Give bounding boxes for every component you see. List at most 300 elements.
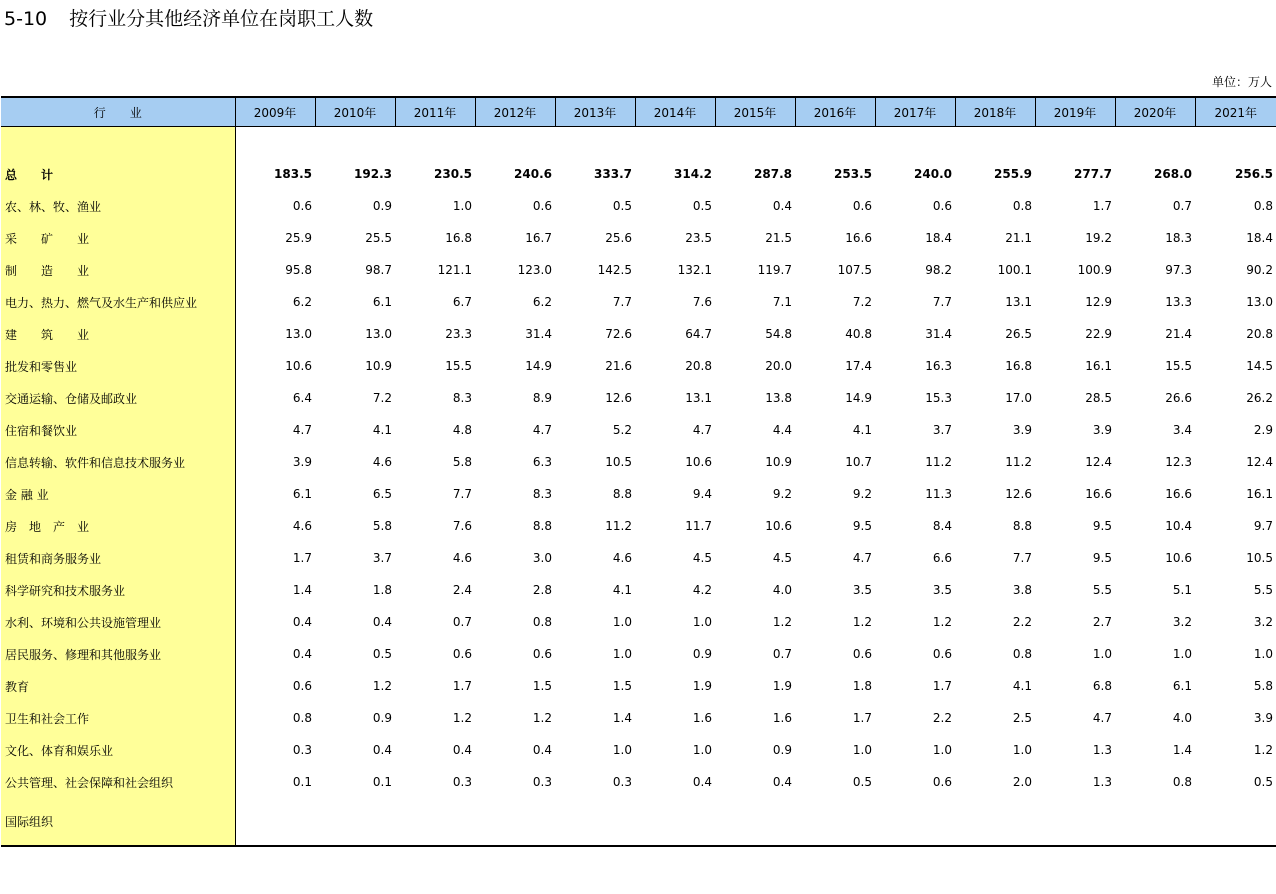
row-industry-name: 总 计 bbox=[1, 158, 235, 190]
row-value-cell: 107.5 bbox=[837, 263, 872, 277]
row-value-cell: 4.1 bbox=[612, 583, 632, 597]
row-value-cell: 1.3 bbox=[1092, 743, 1112, 757]
table-row bbox=[1, 798, 1276, 846]
row-value-cell: 0.5 bbox=[852, 775, 872, 789]
row-value-cell: 6.7 bbox=[452, 295, 472, 309]
row-value-cell: 3.7 bbox=[932, 423, 952, 437]
row-value-cell: 256.5 bbox=[1235, 167, 1273, 181]
row-value-cell: 100.9 bbox=[1077, 263, 1112, 277]
table-title: 按行业分其他经济单位在岗职工人数 bbox=[69, 8, 374, 30]
row-value-cell: 2.5 bbox=[1012, 711, 1032, 725]
row-value-cell: 5.5 bbox=[1092, 583, 1112, 597]
table-row bbox=[1, 670, 1276, 702]
row-industry-name: 水利、环境和公共设施管理业 bbox=[1, 606, 235, 638]
row-value-cell: 8.8 bbox=[1012, 519, 1032, 533]
row-value-cell: 6.4 bbox=[292, 391, 312, 405]
row-value-cell: 0.6 bbox=[292, 679, 312, 693]
row-industry-name: 文化、体育和娱乐业 bbox=[1, 734, 235, 766]
spacer-cell bbox=[795, 127, 875, 159]
row-value-cell: 31.4 bbox=[925, 327, 952, 341]
row-value-cell: 4.0 bbox=[772, 583, 792, 597]
row-value-cell: 0.9 bbox=[692, 647, 712, 661]
header-industry: 行 业 bbox=[1, 97, 235, 127]
row-value-cell: 1.0 bbox=[452, 199, 472, 213]
row-value-cell: 4.1 bbox=[852, 423, 872, 437]
row-value-cell: 10.7 bbox=[845, 455, 872, 469]
row-value-cell: 16.6 bbox=[1165, 487, 1192, 501]
table-row bbox=[1, 286, 1276, 318]
table-row bbox=[1, 766, 1276, 798]
row-value-cell bbox=[475, 798, 555, 846]
row-value-cell: 1.2 bbox=[1253, 743, 1273, 757]
row-value-cell: 4.2 bbox=[692, 583, 712, 597]
row-value-cell: 0.4 bbox=[372, 743, 392, 757]
header-year: 2018年 bbox=[955, 97, 1035, 127]
row-value-cell: 3.5 bbox=[852, 583, 872, 597]
spacer-cell bbox=[1035, 127, 1115, 159]
row-value-cell: 15.5 bbox=[445, 359, 472, 373]
row-value-cell: 13.0 bbox=[1246, 295, 1273, 309]
table-row bbox=[1, 158, 1276, 190]
row-value-cell: 8.9 bbox=[532, 391, 552, 405]
row-value-cell: 21.6 bbox=[605, 359, 632, 373]
row-value-cell: 12.9 bbox=[1085, 295, 1112, 309]
row-value-cell: 4.7 bbox=[1092, 711, 1112, 725]
row-industry-name: 农、林、牧、渔业 bbox=[1, 190, 235, 222]
row-value-cell: 8.3 bbox=[532, 487, 552, 501]
spacer-cell bbox=[875, 127, 955, 159]
row-value-cell: 4.6 bbox=[452, 551, 472, 565]
table-row bbox=[1, 702, 1276, 734]
row-value-cell: 3.2 bbox=[1253, 615, 1273, 629]
row-value-cell: 31.4 bbox=[525, 327, 552, 341]
row-value-cell: 1.6 bbox=[692, 711, 712, 725]
row-value-cell: 16.3 bbox=[925, 359, 952, 373]
row-industry-name: 卫生和社会工作 bbox=[1, 702, 235, 734]
spacer-cell bbox=[235, 127, 315, 159]
row-value-cell: 3.8 bbox=[1012, 583, 1032, 597]
row-value-cell: 0.3 bbox=[292, 743, 312, 757]
row-value-cell: 4.0 bbox=[1172, 711, 1192, 725]
row-value-cell: 4.6 bbox=[372, 455, 392, 469]
row-value-cell: 0.3 bbox=[532, 775, 552, 789]
row-value-cell: 10.4 bbox=[1165, 519, 1192, 533]
row-value-cell: 0.6 bbox=[932, 647, 952, 661]
row-value-cell: 17.0 bbox=[1005, 391, 1032, 405]
table-row bbox=[1, 638, 1276, 670]
row-value-cell: 0.8 bbox=[532, 615, 552, 629]
row-value-cell: 7.2 bbox=[372, 391, 392, 405]
row-value-cell: 100.1 bbox=[997, 263, 1032, 277]
row-value-cell: 13.0 bbox=[365, 327, 392, 341]
header-year: 2014年 bbox=[635, 97, 715, 127]
row-value-cell: 98.7 bbox=[365, 263, 392, 277]
row-value-cell: 268.0 bbox=[1154, 167, 1192, 181]
row-value-cell: 0.3 bbox=[452, 775, 472, 789]
row-value-cell: 11.2 bbox=[605, 519, 632, 533]
row-value-cell bbox=[1035, 798, 1115, 846]
row-value-cell: 2.2 bbox=[1012, 615, 1032, 629]
row-value-cell: 0.6 bbox=[932, 775, 952, 789]
row-value-cell: 1.9 bbox=[692, 679, 712, 693]
row-industry-name: 房 地 产 业 bbox=[1, 510, 235, 542]
row-value-cell: 3.0 bbox=[532, 551, 552, 565]
row-value-cell: 0.7 bbox=[452, 615, 472, 629]
row-value-cell: 10.6 bbox=[1165, 551, 1192, 565]
row-value-cell: 0.8 bbox=[1253, 199, 1273, 213]
row-value-cell: 5.8 bbox=[372, 519, 392, 533]
row-value-cell bbox=[795, 798, 875, 846]
table-row bbox=[1, 222, 1276, 254]
row-value-cell: 4.6 bbox=[292, 519, 312, 533]
row-value-cell: 1.4 bbox=[612, 711, 632, 725]
row-value-cell: 11.2 bbox=[1005, 455, 1032, 469]
row-value-cell: 1.7 bbox=[292, 551, 312, 565]
row-value-cell: 28.5 bbox=[1085, 391, 1112, 405]
spacer-cell bbox=[315, 127, 395, 159]
row-value-cell: 277.7 bbox=[1074, 167, 1112, 181]
row-value-cell: 10.5 bbox=[1246, 551, 1273, 565]
row-value-cell: 97.3 bbox=[1165, 263, 1192, 277]
row-value-cell: 5.8 bbox=[1253, 679, 1273, 693]
row-value-cell: 10.9 bbox=[765, 455, 792, 469]
row-value-cell: 0.9 bbox=[372, 199, 392, 213]
row-value-cell: 0.8 bbox=[1012, 199, 1032, 213]
row-value-cell: 5.2 bbox=[612, 423, 632, 437]
spacer-cell bbox=[635, 127, 715, 159]
row-value-cell: 1.4 bbox=[292, 583, 312, 597]
row-value-cell: 2.2 bbox=[932, 711, 952, 725]
row-value-cell: 12.4 bbox=[1085, 455, 1112, 469]
row-industry-name: 公共管理、社会保障和社会组织 bbox=[1, 766, 235, 798]
row-value-cell: 0.6 bbox=[932, 199, 952, 213]
header-year: 2020年 bbox=[1115, 97, 1195, 127]
table-row bbox=[1, 510, 1276, 542]
row-value-cell: 9.5 bbox=[852, 519, 872, 533]
row-value-cell: 0.1 bbox=[292, 775, 312, 789]
row-value-cell: 64.7 bbox=[685, 327, 712, 341]
row-industry-name: 国际组织 bbox=[1, 798, 235, 846]
row-value-cell: 6.8 bbox=[1092, 679, 1112, 693]
row-value-cell: 16.6 bbox=[845, 231, 872, 245]
row-value-cell: 5.5 bbox=[1253, 583, 1273, 597]
table-row bbox=[1, 382, 1276, 414]
row-value-cell: 90.2 bbox=[1246, 263, 1273, 277]
row-value-cell: 1.7 bbox=[932, 679, 952, 693]
row-value-cell bbox=[315, 798, 395, 846]
row-value-cell: 11.2 bbox=[925, 455, 952, 469]
table-row bbox=[1, 574, 1276, 606]
row-value-cell: 21.5 bbox=[765, 231, 792, 245]
row-value-cell bbox=[1195, 798, 1276, 846]
spacer-cell bbox=[555, 127, 635, 159]
row-value-cell bbox=[1115, 798, 1195, 846]
row-value-cell: 1.0 bbox=[1253, 647, 1273, 661]
row-value-cell: 12.4 bbox=[1246, 455, 1273, 469]
header-year: 2019年 bbox=[1035, 97, 1115, 127]
row-value-cell: 0.6 bbox=[292, 199, 312, 213]
table-row bbox=[1, 542, 1276, 574]
row-value-cell: 1.0 bbox=[1092, 647, 1112, 661]
row-value-cell: 253.5 bbox=[834, 167, 872, 181]
row-value-cell: 9.5 bbox=[1092, 519, 1112, 533]
row-value-cell: 18.4 bbox=[1246, 231, 1273, 245]
row-value-cell: 240.0 bbox=[914, 167, 952, 181]
row-value-cell: 9.7 bbox=[1253, 519, 1273, 533]
row-value-cell: 16.6 bbox=[1085, 487, 1112, 501]
row-value-cell: 9.2 bbox=[852, 487, 872, 501]
table-row bbox=[1, 478, 1276, 510]
row-value-cell: 314.2 bbox=[674, 167, 712, 181]
row-industry-name: 租赁和商务服务业 bbox=[1, 542, 235, 574]
row-value-cell: 25.9 bbox=[285, 231, 312, 245]
row-value-cell: 0.6 bbox=[852, 199, 872, 213]
unit-label: 单位：万人 bbox=[1211, 75, 1272, 89]
row-value-cell: 0.6 bbox=[852, 647, 872, 661]
row-value-cell: 25.5 bbox=[365, 231, 392, 245]
row-value-cell: 20.0 bbox=[765, 359, 792, 373]
row-industry-name: 电力、热力、燃气及水生产和供应业 bbox=[1, 286, 235, 318]
row-industry-name: 金 融 业 bbox=[1, 478, 235, 510]
row-value-cell: 13.3 bbox=[1165, 295, 1192, 309]
row-industry-name: 科学研究和技术服务业 bbox=[1, 574, 235, 606]
row-value-cell: 1.2 bbox=[852, 615, 872, 629]
row-value-cell: 7.6 bbox=[692, 295, 712, 309]
row-value-cell: 1.0 bbox=[692, 743, 712, 757]
row-value-cell: 16.7 bbox=[525, 231, 552, 245]
header-year: 2010年 bbox=[315, 97, 395, 127]
spacer-cell bbox=[1115, 127, 1195, 159]
row-value-cell: 1.8 bbox=[372, 583, 392, 597]
row-value-cell: 1.7 bbox=[852, 711, 872, 725]
row-industry-name: 居民服务、修理和其他服务业 bbox=[1, 638, 235, 670]
row-value-cell: 20.8 bbox=[685, 359, 712, 373]
row-value-cell: 12.6 bbox=[605, 391, 632, 405]
row-value-cell: 10.6 bbox=[685, 455, 712, 469]
row-value-cell: 95.8 bbox=[285, 263, 312, 277]
spacer-cell bbox=[475, 127, 555, 159]
row-value-cell: 3.9 bbox=[1012, 423, 1032, 437]
row-value-cell: 0.4 bbox=[692, 775, 712, 789]
row-value-cell: 16.1 bbox=[1246, 487, 1273, 501]
row-value-cell: 0.5 bbox=[372, 647, 392, 661]
table-row bbox=[1, 446, 1276, 478]
header-year: 2016年 bbox=[795, 97, 875, 127]
row-value-cell: 1.0 bbox=[1012, 743, 1032, 757]
row-value-cell: 3.9 bbox=[292, 455, 312, 469]
row-value-cell: 1.5 bbox=[612, 679, 632, 693]
row-value-cell: 0.6 bbox=[452, 647, 472, 661]
row-industry-name: 交通运输、仓储及邮政业 bbox=[1, 382, 235, 414]
row-value-cell: 230.5 bbox=[434, 167, 472, 181]
row-value-cell: 4.5 bbox=[692, 551, 712, 565]
header-year: 2011年 bbox=[395, 97, 475, 127]
row-value-cell: 6.3 bbox=[532, 455, 552, 469]
row-value-cell: 0.9 bbox=[772, 743, 792, 757]
row-value-cell: 19.2 bbox=[1085, 231, 1112, 245]
row-value-cell: 0.9 bbox=[372, 711, 392, 725]
row-value-cell: 13.1 bbox=[685, 391, 712, 405]
spacer-cell bbox=[1, 127, 235, 159]
spacer-row bbox=[1, 127, 1276, 159]
table-row bbox=[1, 318, 1276, 350]
row-value-cell: 0.6 bbox=[532, 199, 552, 213]
row-value-cell: 22.9 bbox=[1085, 327, 1112, 341]
row-value-cell: 0.4 bbox=[372, 615, 392, 629]
row-value-cell: 4.8 bbox=[452, 423, 472, 437]
row-value-cell: 1.2 bbox=[372, 679, 392, 693]
row-value-cell: 240.6 bbox=[514, 167, 552, 181]
row-value-cell: 0.4 bbox=[772, 775, 792, 789]
row-value-cell: 119.7 bbox=[757, 263, 792, 277]
header-year: 2009年 bbox=[235, 97, 315, 127]
row-value-cell: 123.0 bbox=[517, 263, 552, 277]
row-value-cell: 15.3 bbox=[925, 391, 952, 405]
row-value-cell: 0.7 bbox=[772, 647, 792, 661]
row-value-cell: 132.1 bbox=[677, 263, 712, 277]
row-value-cell: 183.5 bbox=[274, 167, 312, 181]
row-value-cell: 1.5 bbox=[532, 679, 552, 693]
row-value-cell: 1.2 bbox=[932, 615, 952, 629]
row-value-cell: 2.9 bbox=[1253, 423, 1273, 437]
row-value-cell: 40.8 bbox=[845, 327, 872, 341]
header-year: 2017年 bbox=[875, 97, 955, 127]
row-value-cell: 0.4 bbox=[292, 647, 312, 661]
row-value-cell: 8.8 bbox=[612, 487, 632, 501]
row-value-cell: 0.4 bbox=[292, 615, 312, 629]
row-value-cell: 5.1 bbox=[1172, 583, 1192, 597]
spacer-cell bbox=[955, 127, 1035, 159]
row-value-cell: 11.3 bbox=[925, 487, 952, 501]
row-value-cell: 11.7 bbox=[685, 519, 712, 533]
row-value-cell: 2.0 bbox=[1012, 775, 1032, 789]
row-value-cell: 10.5 bbox=[605, 455, 632, 469]
row-value-cell: 20.8 bbox=[1246, 327, 1273, 341]
row-value-cell: 9.2 bbox=[772, 487, 792, 501]
row-value-cell: 0.8 bbox=[1172, 775, 1192, 789]
row-value-cell: 7.7 bbox=[452, 487, 472, 501]
row-value-cell: 21.1 bbox=[1005, 231, 1032, 245]
row-value-cell: 10.9 bbox=[365, 359, 392, 373]
table-row bbox=[1, 190, 1276, 222]
row-value-cell: 16.1 bbox=[1085, 359, 1112, 373]
spacer-cell bbox=[395, 127, 475, 159]
row-value-cell: 1.0 bbox=[1172, 647, 1192, 661]
row-value-cell: 17.4 bbox=[845, 359, 872, 373]
row-value-cell: 16.8 bbox=[445, 231, 472, 245]
row-value-cell: 3.2 bbox=[1172, 615, 1192, 629]
row-value-cell bbox=[235, 798, 315, 846]
row-value-cell: 0.5 bbox=[692, 199, 712, 213]
row-value-cell: 23.3 bbox=[445, 327, 472, 341]
row-industry-name: 制 造 业 bbox=[1, 254, 235, 286]
row-value-cell: 18.4 bbox=[925, 231, 952, 245]
row-value-cell: 4.5 bbox=[772, 551, 792, 565]
table-row bbox=[1, 606, 1276, 638]
row-value-cell: 0.6 bbox=[532, 647, 552, 661]
row-value-cell: 23.5 bbox=[685, 231, 712, 245]
row-value-cell: 14.9 bbox=[525, 359, 552, 373]
row-value-cell: 5.8 bbox=[452, 455, 472, 469]
row-value-cell: 8.3 bbox=[452, 391, 472, 405]
row-value-cell: 3.9 bbox=[1253, 711, 1273, 725]
row-value-cell bbox=[875, 798, 955, 846]
row-value-cell: 9.5 bbox=[1092, 551, 1112, 565]
row-value-cell: 1.9 bbox=[772, 679, 792, 693]
row-value-cell: 6.1 bbox=[372, 295, 392, 309]
row-value-cell: 6.2 bbox=[532, 295, 552, 309]
row-value-cell: 0.3 bbox=[612, 775, 632, 789]
row-value-cell: 7.2 bbox=[852, 295, 872, 309]
row-value-cell: 6.5 bbox=[372, 487, 392, 501]
table-row bbox=[1, 350, 1276, 382]
row-value-cell: 0.4 bbox=[452, 743, 472, 757]
table-header bbox=[1, 97, 1276, 127]
row-value-cell: 9.4 bbox=[692, 487, 712, 501]
row-industry-name: 采 矿 业 bbox=[1, 222, 235, 254]
row-value-cell: 4.7 bbox=[292, 423, 312, 437]
row-value-cell: 8.8 bbox=[532, 519, 552, 533]
row-value-cell bbox=[715, 798, 795, 846]
row-value-cell: 26.2 bbox=[1246, 391, 1273, 405]
row-value-cell: 3.9 bbox=[1092, 423, 1112, 437]
row-value-cell: 0.4 bbox=[772, 199, 792, 213]
row-value-cell bbox=[635, 798, 715, 846]
row-value-cell bbox=[555, 798, 635, 846]
row-value-cell: 8.4 bbox=[932, 519, 952, 533]
row-industry-name: 建 筑 业 bbox=[1, 318, 235, 350]
row-value-cell: 12.3 bbox=[1165, 455, 1192, 469]
row-value-cell: 2.8 bbox=[532, 583, 552, 597]
row-value-cell: 1.2 bbox=[532, 711, 552, 725]
table-row bbox=[1, 254, 1276, 286]
row-value-cell: 1.0 bbox=[612, 743, 632, 757]
row-value-cell: 2.7 bbox=[1092, 615, 1112, 629]
row-value-cell: 14.9 bbox=[845, 391, 872, 405]
row-value-cell: 1.0 bbox=[612, 647, 632, 661]
row-value-cell: 1.7 bbox=[452, 679, 472, 693]
row-industry-name: 信息转输、软件和信息技术服务业 bbox=[1, 446, 235, 478]
row-value-cell bbox=[955, 798, 1035, 846]
row-value-cell: 12.6 bbox=[1005, 487, 1032, 501]
row-value-cell: 0.1 bbox=[372, 775, 392, 789]
row-value-cell: 1.7 bbox=[1092, 199, 1112, 213]
row-value-cell: 54.8 bbox=[765, 327, 792, 341]
row-value-cell: 13.1 bbox=[1005, 295, 1032, 309]
row-industry-name: 住宿和餐饮业 bbox=[1, 414, 235, 446]
row-value-cell: 3.5 bbox=[932, 583, 952, 597]
row-value-cell: 13.8 bbox=[765, 391, 792, 405]
header-year: 2012年 bbox=[475, 97, 555, 127]
row-value-cell: 72.6 bbox=[605, 327, 632, 341]
row-value-cell: 18.3 bbox=[1165, 231, 1192, 245]
spacer-cell bbox=[715, 127, 795, 159]
row-value-cell: 4.7 bbox=[692, 423, 712, 437]
row-value-cell: 1.6 bbox=[772, 711, 792, 725]
table-number: 5-10 bbox=[4, 8, 48, 30]
row-value-cell: 4.1 bbox=[1012, 679, 1032, 693]
row-value-cell: 4.6 bbox=[612, 551, 632, 565]
row-value-cell: 7.1 bbox=[772, 295, 792, 309]
header-year: 2015年 bbox=[715, 97, 795, 127]
row-value-cell bbox=[395, 798, 475, 846]
row-value-cell: 1.3 bbox=[1092, 775, 1112, 789]
row-value-cell: 6.6 bbox=[932, 551, 952, 565]
row-value-cell: 6.2 bbox=[292, 295, 312, 309]
row-value-cell: 1.8 bbox=[852, 679, 872, 693]
row-value-cell: 0.7 bbox=[1172, 199, 1192, 213]
row-value-cell: 287.8 bbox=[754, 167, 792, 181]
